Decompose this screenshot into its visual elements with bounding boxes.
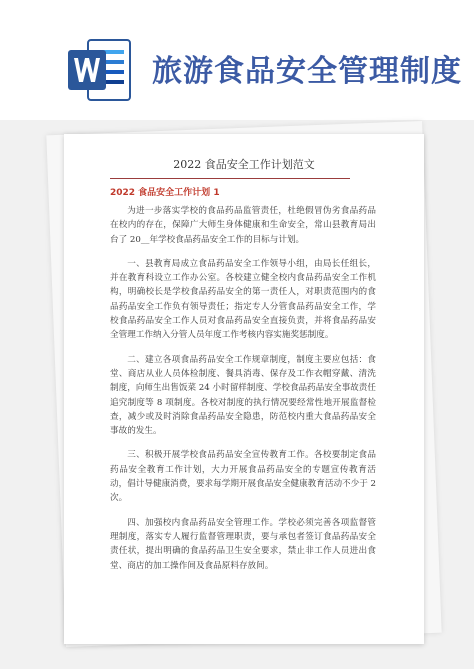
paragraph-3: 三、积极开展学校食品药品安全宣传教育工作。各校要制定食品药品安全教育工作计划，大力开展食品药品安全的专题宣传教育活动，倡计导健康消费，要求每学期开展食品安全健康教育活动不少于 2 次。 — [110, 450, 377, 504]
document-page — [64, 134, 424, 644]
title-divider — [110, 178, 350, 179]
word-document-icon — [66, 36, 134, 104]
document-title: 2022 食品安全工作计划范文 — [173, 158, 315, 171]
paragraph-2: 二、建立各项食品药品安全工作规章制度，制度主要应包括：食堂、商店从业人员体检制度、餐具消毒、保存及工作衣帽穿戴、清洗制度，向师生出售饭菜 24 小时留样制度、学校食品药品安全事故责任追究制度等 8 项制度。各校对制度的执行情况要经常性地开展监督检查，减少或及时消除食品药品安全隐患，防范校内重大食品药品安全事故的发生。 — [110, 354, 376, 437]
paragraph-1: 一、县教育局成立食品药品安全工作领导小组，由局长任组长，并在教育科设立工作办公室。各校建立健全校内食品药品安全工作机构，明确校长是学校食品药品安全的第一责任人，对职责范围内的食品药品安全工作负有领导责任；指定专人分管食品药品安全工作，学校食品药品安全工作人员对食品药品安全直接负责，并将食品药品安全管理工作纳入分管人员年度工作考核内容实施奖惩制度。 — [110, 258, 376, 341]
document-body — [110, 204, 376, 583]
section-heading: 2022 食品安全工作计划 1 — [110, 188, 220, 198]
paragraph-intro: 为进一步落实学校的食品药品监管责任，杜绝假冒伪劣食品药品在校内的存在，保障广大师生身体健康和生命安全，常山县教育局出台了 20__年学校食品药品安全工作的目标与计划。 — [110, 206, 376, 245]
header-banner — [0, 0, 474, 120]
paragraph-4: 四、加强校内食品药品安全管理工作。学校必须完善各项监督管理制度，落实专人履行监督管理职责，要与承包者签订食品药品安全责任状，提出明确的食品药品卫生安全要求，禁止非工作人员进出食堂、商店的加工操作间及食品原料存放间。 — [110, 517, 376, 571]
banner-title: 旅游食品安全管理制度 — [152, 54, 462, 89]
